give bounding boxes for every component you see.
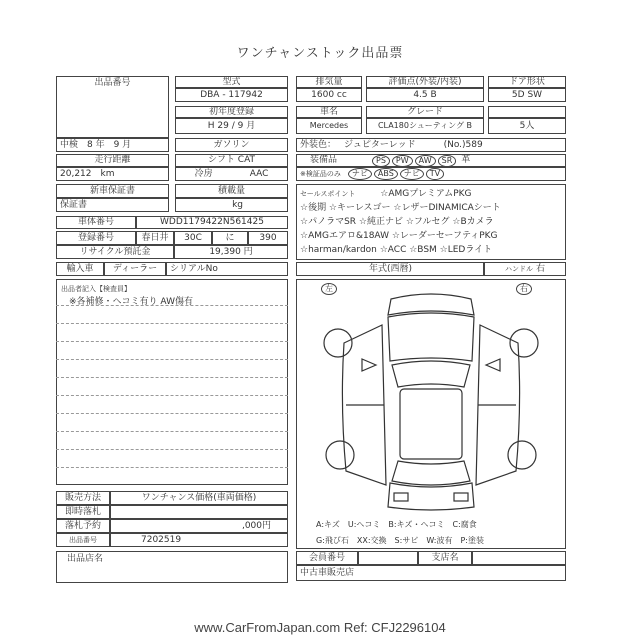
first-reg-value: H 29 / 9 月: [175, 118, 288, 134]
color-label: 外装色：: [300, 139, 337, 150]
recycle-value: 19,390 円: [174, 245, 288, 259]
cooling-value: AAC: [249, 168, 269, 179]
capacity-value: 5人: [488, 118, 566, 134]
capacity-box: [488, 106, 566, 118]
mileage-value: 20,212 km: [56, 167, 169, 181]
color-number: (No.)589: [443, 139, 483, 150]
wheel-front-right: [510, 329, 538, 357]
mirror-left: [362, 359, 376, 371]
import-serial: シリアルNo: [166, 262, 288, 276]
branch-label: 支店名: [418, 551, 472, 565]
displacement-label: 排気量: [296, 76, 362, 88]
lot-number-label: 出品番号: [94, 78, 131, 88]
exterior-color: [296, 138, 566, 152]
equip-leather: 革: [461, 155, 471, 165]
remarks-box: [56, 279, 288, 485]
used-car-dealer-label: 中古車販売店: [300, 567, 355, 578]
selling-point-1: ☆AMGプレミアムPKG: [380, 189, 472, 199]
plate-city: 春日井: [136, 231, 174, 245]
score-value: 4.5 B: [366, 88, 484, 102]
mirror-right: [486, 359, 500, 371]
model-label: 型式: [175, 76, 288, 88]
contract-label: 落札予約: [56, 519, 110, 533]
fuel-value: ガソリン: [175, 138, 288, 152]
plate-class: 30C: [174, 231, 212, 245]
exhibit-number-value: 7202519: [110, 533, 288, 547]
member-label: 会員番号: [296, 551, 358, 565]
vin-label: 車体番号: [56, 216, 136, 229]
footer-reference: www.CarFromJapan.com Ref: CFJ2296104: [194, 620, 446, 635]
selling-points-box: [296, 184, 566, 260]
recycle-label: リサイクル預託金: [56, 245, 174, 259]
wheel-rear-left: [326, 441, 354, 469]
remarks-line1: ※各補修・ヘコミ有り AW傷有: [69, 297, 193, 307]
car-name-value: Mercedes: [296, 118, 362, 134]
import-dealer: ディーラー: [104, 262, 166, 276]
trunk: [388, 483, 474, 510]
grade-value: CLA180シューティング B: [366, 118, 484, 134]
plate-number: 390: [248, 231, 288, 245]
handle-value: 右: [535, 263, 545, 274]
rear-window: [392, 461, 470, 485]
load-capacity-label: 積載量: [175, 184, 288, 198]
remarks-label: 出品者記入【検査員】: [61, 285, 131, 293]
wheel-front-left: [324, 329, 352, 357]
wheel-rear-right: [508, 441, 536, 469]
year-western: [296, 262, 484, 276]
exhibitor-label: 出品店名: [67, 554, 104, 564]
diagram-right-marker: 右: [516, 283, 532, 295]
selling-point-5: ☆harman/kardon ☆ACC ☆BSM ☆LEDライト: [300, 245, 493, 255]
selling-points-line1: [300, 187, 472, 201]
equip-navi: ナビ: [348, 168, 372, 180]
contract-price: ,000円: [110, 519, 288, 533]
displacement-value: 1600 cc: [296, 88, 362, 102]
rear-light-right: [454, 493, 468, 501]
diagram-legend-1: A:キズ U:ヘコミ B:キズ・ヘコミ C:腐食: [316, 520, 477, 529]
windshield: [392, 361, 470, 387]
diagram-left-marker: 左: [321, 283, 337, 295]
equipment-row1: [296, 154, 566, 167]
selling-point-3: ☆パノラマSR ☆純正ナビ ☆フルセグ ☆Bカメラ: [300, 217, 494, 227]
roof: [400, 389, 462, 459]
equip-aw: AW: [415, 155, 436, 167]
sale-method-value: ワンチャンス価格(車両価格): [110, 491, 288, 505]
used-car-dealer-box: [296, 565, 566, 581]
plate-kana: に: [212, 231, 248, 245]
first-reg-label: 初年度登録: [175, 106, 288, 118]
exhibitor-box: [56, 551, 288, 583]
member-value: [358, 551, 418, 565]
inspection-value: 中検 8 年 9 月: [56, 138, 169, 152]
equip-sr: SR: [438, 155, 457, 167]
cooling-box: [175, 167, 288, 181]
score-label: 評価点(外装/内装): [366, 76, 484, 88]
import-label: 輸入車: [56, 262, 104, 276]
instant-bid-label: 即時落札: [56, 505, 110, 519]
equip-abs: ABS: [374, 168, 398, 180]
selling-points-label: セールスポイント: [300, 190, 356, 198]
year-western-label: 年式(西暦): [369, 263, 413, 274]
shift-value: シフト CAT: [175, 154, 288, 167]
model-value: DBA - 117942: [175, 88, 288, 102]
handle-box: [484, 262, 566, 276]
selling-point-2: ☆後期 ☆キーレスゴー ☆レザーDINAMICAシート: [300, 203, 501, 213]
diagram-legend-2: G:飛び石 XX:交換 S:サビ W:波有 P:塗装: [316, 536, 484, 545]
grade-label: グレード: [366, 106, 484, 118]
equip-ps: PS: [372, 155, 390, 167]
front-bumper: [388, 294, 474, 315]
cooling-label: 冷房: [194, 168, 213, 179]
new-warranty: 新車保証書: [56, 184, 169, 198]
page-title: ワンチャンストック出品票: [236, 46, 404, 61]
equip-pw: PW: [392, 155, 413, 167]
mileage-label: 走行距離: [56, 154, 169, 167]
color-value: ジュピターレッド: [344, 139, 416, 150]
equip-tv: TV: [426, 168, 444, 180]
doors-value: 5D SW: [488, 88, 566, 102]
warranty: 保証書: [56, 198, 169, 212]
hood: [388, 313, 474, 361]
handle-label: ハンドル: [504, 264, 533, 273]
load-capacity-unit: kg: [175, 198, 288, 212]
equip-note: ※検証品のみ: [300, 169, 341, 178]
car-body-diagram: [296, 285, 566, 515]
lot-number-box: [56, 76, 169, 138]
rear-light-left: [394, 493, 408, 501]
vin-value: WDD1179422N561425: [136, 216, 288, 229]
exhibit-number-label: 出品番号: [56, 533, 110, 547]
instant-bid-value: [110, 505, 288, 519]
plate-label: 登録番号: [56, 231, 136, 245]
car-name-label: 車名: [296, 106, 362, 118]
equipment-label: 装備品: [310, 155, 338, 165]
doors-label: ドア形状: [488, 76, 566, 88]
sale-method-label: 販売方法: [56, 491, 110, 505]
selling-point-4: ☆AMGエアロ&18AW ☆レーダーセーフティPKG: [300, 231, 498, 241]
equipment-row2: [296, 167, 566, 181]
equip-navi2: ナビ: [400, 168, 424, 180]
branch-value: [472, 551, 566, 565]
